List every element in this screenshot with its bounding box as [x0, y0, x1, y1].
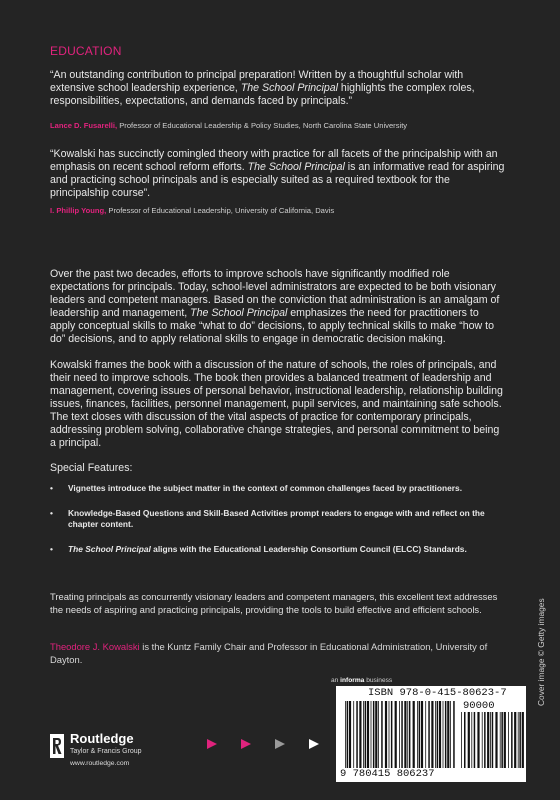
reviewer-name-2: I. Phillip Young,	[50, 206, 107, 215]
review-attribution-2	[50, 206, 520, 215]
white-arrow-icon	[308, 738, 320, 750]
barcode-bar	[428, 701, 430, 768]
barcode-bar	[519, 712, 521, 768]
category-label: EDUCATION	[50, 44, 122, 58]
barcode-bar	[477, 712, 479, 768]
feature-item	[50, 483, 505, 495]
description-paragraph-1: Over the past two decades, efforts to improve schools have significantly modified role expectations for principals. Today, school-level administrators are expected to be both visionary leaders and competent managers. Based on the conviction that administration is an amalgam of leadership and management, The School Principal emphasizes the need for practitioners to apply conceptual skills to make “what to do” decisions, to apply technical skills to make “how to do” decisions, and to apply relational skills to engage in democratic decision making.	[50, 268, 500, 345]
barcode-bar	[356, 701, 358, 768]
barcode-bar	[514, 712, 516, 768]
isbn-text: ISBN 978-0-415-80623-7	[368, 687, 507, 699]
feature-book-title: The School Principal	[68, 543, 151, 554]
barcode-bar	[443, 701, 444, 768]
author-name: Theodore J. Kowalski	[50, 641, 140, 652]
pink-arrow-icon	[240, 738, 252, 750]
features-heading: Special Features:	[50, 462, 133, 474]
barcode-bar	[511, 712, 512, 768]
reviewer-affiliation-1: Professor of Educational Leadership & Policy Studies, North Carolina State University	[119, 121, 408, 130]
barcode-bar	[487, 712, 489, 768]
barcode-bar	[349, 701, 351, 768]
publisher-url: www.routledge.com	[70, 760, 130, 767]
barcode-bar	[437, 701, 439, 768]
barcode-bar	[353, 701, 354, 768]
feature-item	[50, 508, 505, 531]
author-description: is the Kuntz Family Chair and Professor in Educational Administration, University of Dayton.	[50, 641, 488, 665]
barcode-bar	[508, 712, 509, 768]
features-list	[50, 483, 505, 555]
barcode-bar	[522, 712, 524, 768]
barcode-bar	[435, 701, 436, 768]
barcode-bar	[421, 701, 423, 768]
barcode-bar	[431, 701, 433, 768]
book-title: The School Principal	[190, 307, 288, 319]
review-quote-2: “Kowalski has succinctly comingled theory with practice for all facets of the principalship with an emphasis on recent school reform efforts. The School Principal is an informative read for aspiring and practicing school principals and is especially suited as a required textbook for the principalship course”.	[50, 148, 505, 199]
barcode-bar	[359, 701, 361, 768]
cover-image-credit: Cover image © Getty images	[536, 598, 546, 706]
barcode-bar	[409, 701, 411, 768]
reviewer-affiliation-2: Professor of Educational Leadership, University of California, Davis	[108, 206, 335, 215]
feature-item	[50, 544, 505, 556]
grey-arrow-icon	[274, 738, 286, 750]
barcode-bar	[490, 712, 491, 768]
barcode-bar	[401, 701, 403, 768]
ean-digits: 9 780415 806237	[340, 768, 435, 780]
publisher-name: Routledge	[70, 731, 134, 746]
barcode-bar	[345, 701, 346, 768]
barcode-bar	[504, 712, 506, 768]
barcode-bar	[495, 712, 497, 768]
barcode-bar	[347, 701, 349, 768]
ean-barcode	[344, 701, 456, 768]
barcode-bar	[425, 701, 426, 768]
barcode-bar	[484, 712, 486, 768]
addon-barcode	[460, 712, 524, 768]
barcode-bar	[445, 701, 447, 768]
description-paragraph-closing: Treating principals as concurrently visionary leaders and competent managers, this excellent text addresses the needs of aspiring and practicing principals, providing the tools to build effective and efficient schools.	[50, 591, 498, 615]
barcode-bar	[501, 712, 503, 768]
barcode-bar	[399, 701, 400, 768]
barcode-bar	[464, 712, 466, 768]
barcode-bar	[407, 701, 408, 768]
barcode-bar	[461, 712, 462, 768]
barcode-bar	[389, 701, 390, 768]
barcode-bar	[417, 701, 418, 768]
informa-business-line: an informa business	[331, 677, 393, 684]
barcode-bar	[375, 701, 377, 768]
review-quote-1: “An outstanding contribution to principal preparation! Written by a thoughtful scholar with extensive school leadership experience, The School Principal highlights the complex roles, responsibilities, expectations, and demands faced by principals.”	[50, 69, 475, 107]
barcode-bar	[385, 701, 387, 768]
barcode-bar	[500, 712, 501, 768]
reviewer-name-1: Lance D. Fusarelli,	[50, 121, 118, 130]
review-attribution-1	[50, 121, 520, 130]
barcode-bar	[453, 701, 455, 768]
barcode-bar	[518, 712, 519, 768]
barcode-addon-digits: 90000	[463, 700, 495, 712]
barcode-bar	[365, 701, 367, 768]
barcode-bar	[381, 701, 383, 768]
barcode-bar	[471, 712, 472, 768]
author-bio	[50, 641, 515, 666]
barcode-bar	[367, 701, 369, 768]
barcode-bar	[395, 701, 397, 768]
barcode-bar	[378, 701, 379, 768]
barcode-bar	[373, 701, 375, 768]
barcode-bar	[447, 701, 449, 768]
barcode-bar	[404, 701, 406, 768]
barcode-bar	[450, 701, 451, 768]
feature-text: aligns with the Educational Leadership Consortium Council (ELCC) Standards.	[153, 543, 467, 554]
barcode-bar	[474, 712, 476, 768]
arrow-markers	[206, 738, 326, 752]
barcode-bar	[371, 701, 372, 768]
description-paragraph-2: Kowalski frames the book with a discussion of the nature of schools, the roles of principals, and their need to improve schools. The book then provides a balanced treatment of leadership and management, covering issues of personal behavior, instructional leadership, relationship building issues, finances, facilities, personnel management, pupil services, and maintaining safe schools. The text closes with discussion of the vital aspects of practice for contemporary principals, addressing problem solving, collaborative change strategies, and personal commitment to being a principal.	[50, 359, 503, 449]
feature-text: Knowledge-Based Questions and Skill-Based Activities prompt readers to engage with and reflect on the chapter content.	[68, 507, 485, 529]
feature-text: Vignettes introduce the subject matter in the context of common challenges faced by practitioners.	[68, 483, 463, 493]
routledge-logo	[50, 731, 180, 771]
barcode-bar	[391, 701, 393, 768]
routledge-r-icon	[50, 734, 64, 758]
book-title: The School Principal	[240, 82, 338, 94]
barcode-bar	[482, 712, 483, 768]
book-title: The School Principal	[247, 161, 345, 173]
barcode-bar	[419, 701, 421, 768]
publisher-group: Taylor & Francis Group	[70, 748, 142, 755]
barcode-bar	[439, 701, 441, 768]
barcode-bar	[468, 712, 470, 768]
barcode-bar	[492, 712, 494, 768]
barcode-bar	[413, 701, 415, 768]
barcode-bar	[363, 701, 364, 768]
pink-arrow-icon	[206, 738, 218, 750]
